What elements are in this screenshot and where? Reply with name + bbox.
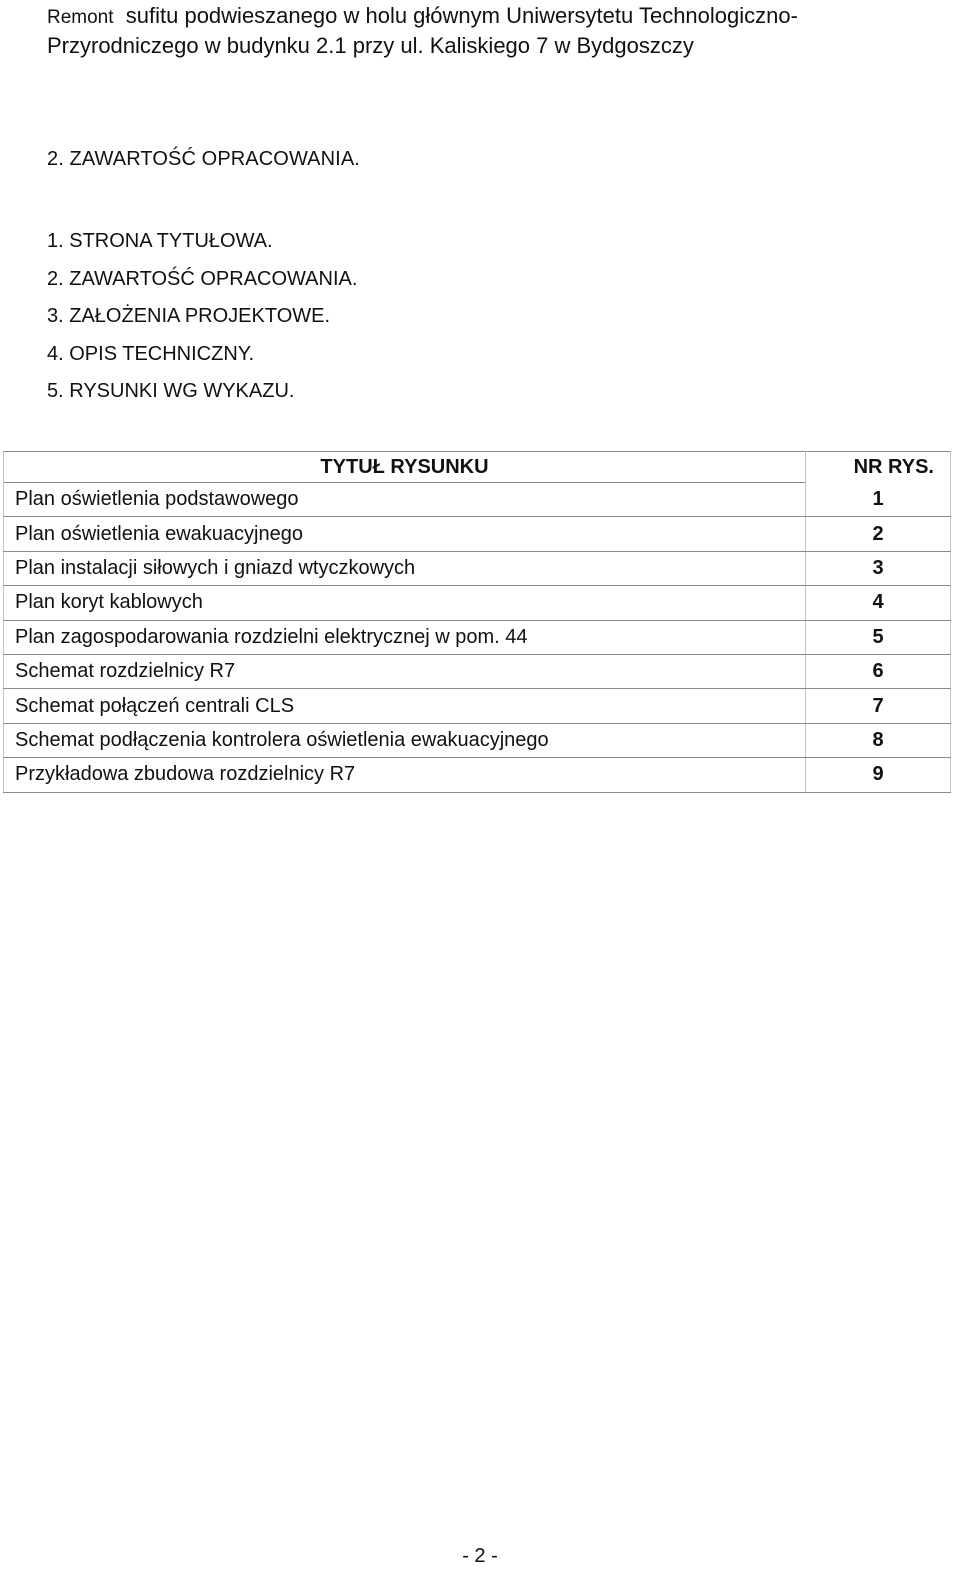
- drawing-number: 1: [806, 483, 951, 517]
- drawing-number: 8: [806, 723, 951, 757]
- drawing-number: 9: [806, 758, 951, 792]
- drawing-title: Plan instalacji siłowych i gniazd wtyczkowych: [4, 551, 806, 585]
- header-line-1: [47, 2, 927, 32]
- table-row: [4, 654, 951, 688]
- table-row: [4, 620, 951, 654]
- table-row: [4, 483, 951, 517]
- toc-item: 4. OPIS TECHNICZNY.: [47, 342, 255, 365]
- drawing-title: Przykładowa zbudowa rozdzielnicy R7: [4, 758, 806, 792]
- table-row: [4, 723, 951, 757]
- drawing-number: 5: [806, 620, 951, 654]
- drawing-title: Schemat podłączenia kontrolera oświetlenia ewakuacyjnego: [4, 723, 806, 757]
- document-header: [47, 2, 927, 60]
- header-lead: Remont: [47, 7, 114, 28]
- drawing-number: 6: [806, 654, 951, 688]
- table-header-row: [4, 452, 951, 483]
- table-row: [4, 758, 951, 792]
- drawing-title: Schemat rozdzielnicy R7: [4, 654, 806, 688]
- toc-item: 3. ZAŁOŻENIA PROJEKTOWE.: [47, 305, 331, 327]
- drawing-title: Plan zagospodarowania rozdzielni elektrycznej w pom. 44: [4, 620, 806, 654]
- drawing-number: 7: [806, 689, 951, 723]
- header-title-cell: TYTUŁ RYSUNKU: [4, 452, 806, 483]
- table-row: [4, 517, 951, 551]
- drawing-title: Plan koryt kablowych: [4, 586, 806, 620]
- table-row: [4, 689, 951, 723]
- drawing-title: Schemat połączeń centrali CLS: [4, 689, 806, 723]
- drawing-title: Plan oświetlenia podstawowego: [4, 483, 806, 517]
- drawing-number: 2: [806, 517, 951, 551]
- table-row: [4, 551, 951, 585]
- drawings-table: [3, 451, 951, 793]
- drawing-title: Plan oświetlenia ewakuacyjnego: [4, 517, 806, 551]
- drawing-number: 4: [806, 586, 951, 620]
- toc-item: 2. ZAWARTOŚĆ OPRACOWANIA.: [47, 267, 358, 290]
- page-number: - 2 -: [462, 1545, 498, 1567]
- header-line-1-text: sufitu podwieszanego w holu głównym Uniwersytetu Technologiczno-: [125, 3, 798, 28]
- table-row: [4, 586, 951, 620]
- toc-item: 1. STRONA TYTUŁOWA.: [47, 230, 273, 252]
- toc-item: 5. RYSUNKI WG WYKAZU.: [47, 380, 295, 402]
- section-title: 2. ZAWARTOŚĆ OPRACOWANIA.: [47, 148, 360, 170]
- header-line-2: Przyrodniczego w budynku 2.1 przy ul. Kaliskiego 7 w Bydgoszczy: [47, 33, 694, 58]
- drawing-number: 3: [806, 551, 951, 585]
- table-of-contents: [47, 223, 357, 411]
- header-number-cell: NR RYS.: [806, 452, 951, 483]
